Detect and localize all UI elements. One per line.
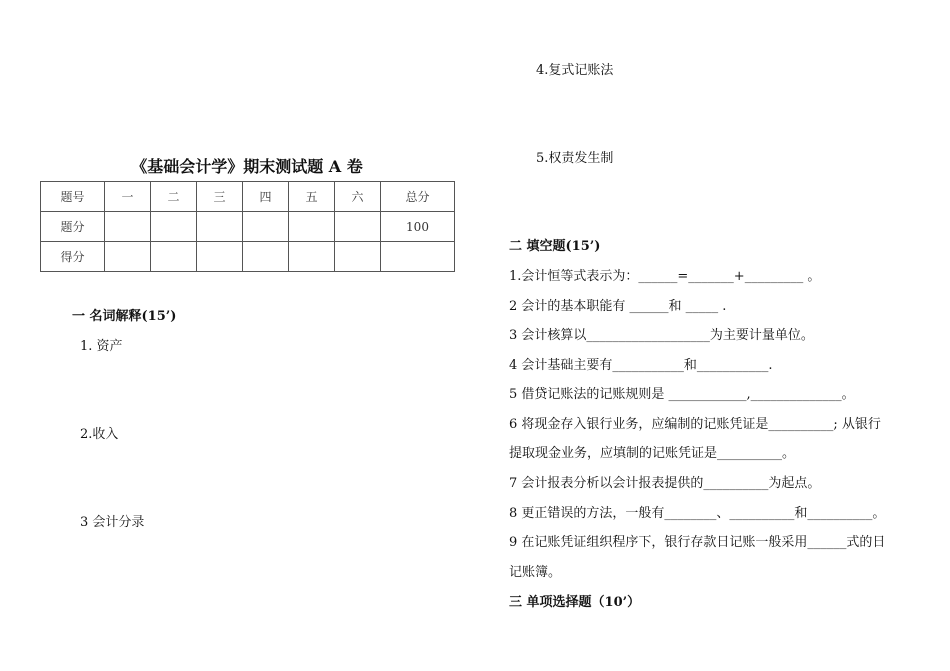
table-cell	[335, 242, 381, 272]
fill-blank-line: 4 会计基础主要有___________和___________.	[509, 358, 773, 373]
fill-blank-line: 5 借贷记账法的记账规则是 ____________,______________。	[509, 387, 855, 402]
table-cell	[197, 242, 243, 272]
term-item: 2.收入	[80, 427, 119, 442]
table-cell	[105, 212, 151, 242]
section-1-heading: 一 名词解释(15’)	[72, 309, 177, 324]
fill-blank-line: 6 将现金存入银行业务，应编制的记账凭证是__________; 从银行	[509, 417, 881, 432]
fill-blank-line: 3 会计核算以___________________为主要计量单位。	[509, 328, 814, 343]
score-table	[40, 181, 455, 272]
table-row	[41, 242, 455, 272]
term-item: 1. 资产	[80, 339, 123, 354]
term-item: 4.复式记账法	[536, 63, 614, 78]
table-cell: 总分	[381, 182, 455, 212]
fill-blank-line: 2 会计的基本职能有 ______和 _____ .	[509, 299, 727, 314]
table-cell: 100	[381, 212, 455, 242]
table-cell: 题分	[41, 212, 105, 242]
table-row	[41, 182, 455, 212]
fill-blank-line: 7 会计报表分析以会计报表提供的__________为起点。	[509, 476, 821, 491]
table-cell: 一	[105, 182, 151, 212]
table-cell	[243, 242, 289, 272]
table-cell	[243, 212, 289, 242]
table-cell	[151, 212, 197, 242]
table-cell	[289, 242, 335, 272]
fill-blank-line: 记账簿。	[509, 565, 562, 580]
table-cell	[289, 212, 335, 242]
fill-blank-line: 8 更正错误的方法，一般有________、__________和__________。	[509, 506, 886, 521]
table-cell	[151, 242, 197, 272]
table-cell	[105, 242, 151, 272]
table-cell: 五	[289, 182, 335, 212]
fill-blank-line: 1.会计恒等式表示为：______=_______+_________ 。	[509, 269, 821, 284]
section-3-heading: 三 单项选择题（10’）	[509, 595, 641, 610]
table-cell: 三	[197, 182, 243, 212]
exam-title: 《基础会计学》期末测试题 A 卷	[131, 157, 363, 176]
term-item: 5.权责发生制	[536, 151, 614, 166]
fill-blank-line: 9 在记账凭证组织程序下，银行存款日记账一般采用______式的日	[509, 535, 886, 550]
table-cell: 得分	[41, 242, 105, 272]
table-cell	[197, 212, 243, 242]
table-cell: 题号	[41, 182, 105, 212]
table-cell	[381, 242, 455, 272]
fill-blank-line: 提取现金业务，应填制的记账凭证是__________。	[509, 446, 796, 461]
table-cell: 二	[151, 182, 197, 212]
section-2-heading: 二 填空题(15’)	[509, 239, 601, 254]
table-cell: 六	[335, 182, 381, 212]
table-row	[41, 212, 455, 242]
term-item: 3 会计分录	[80, 515, 145, 530]
table-cell: 四	[243, 182, 289, 212]
table-cell	[335, 212, 381, 242]
